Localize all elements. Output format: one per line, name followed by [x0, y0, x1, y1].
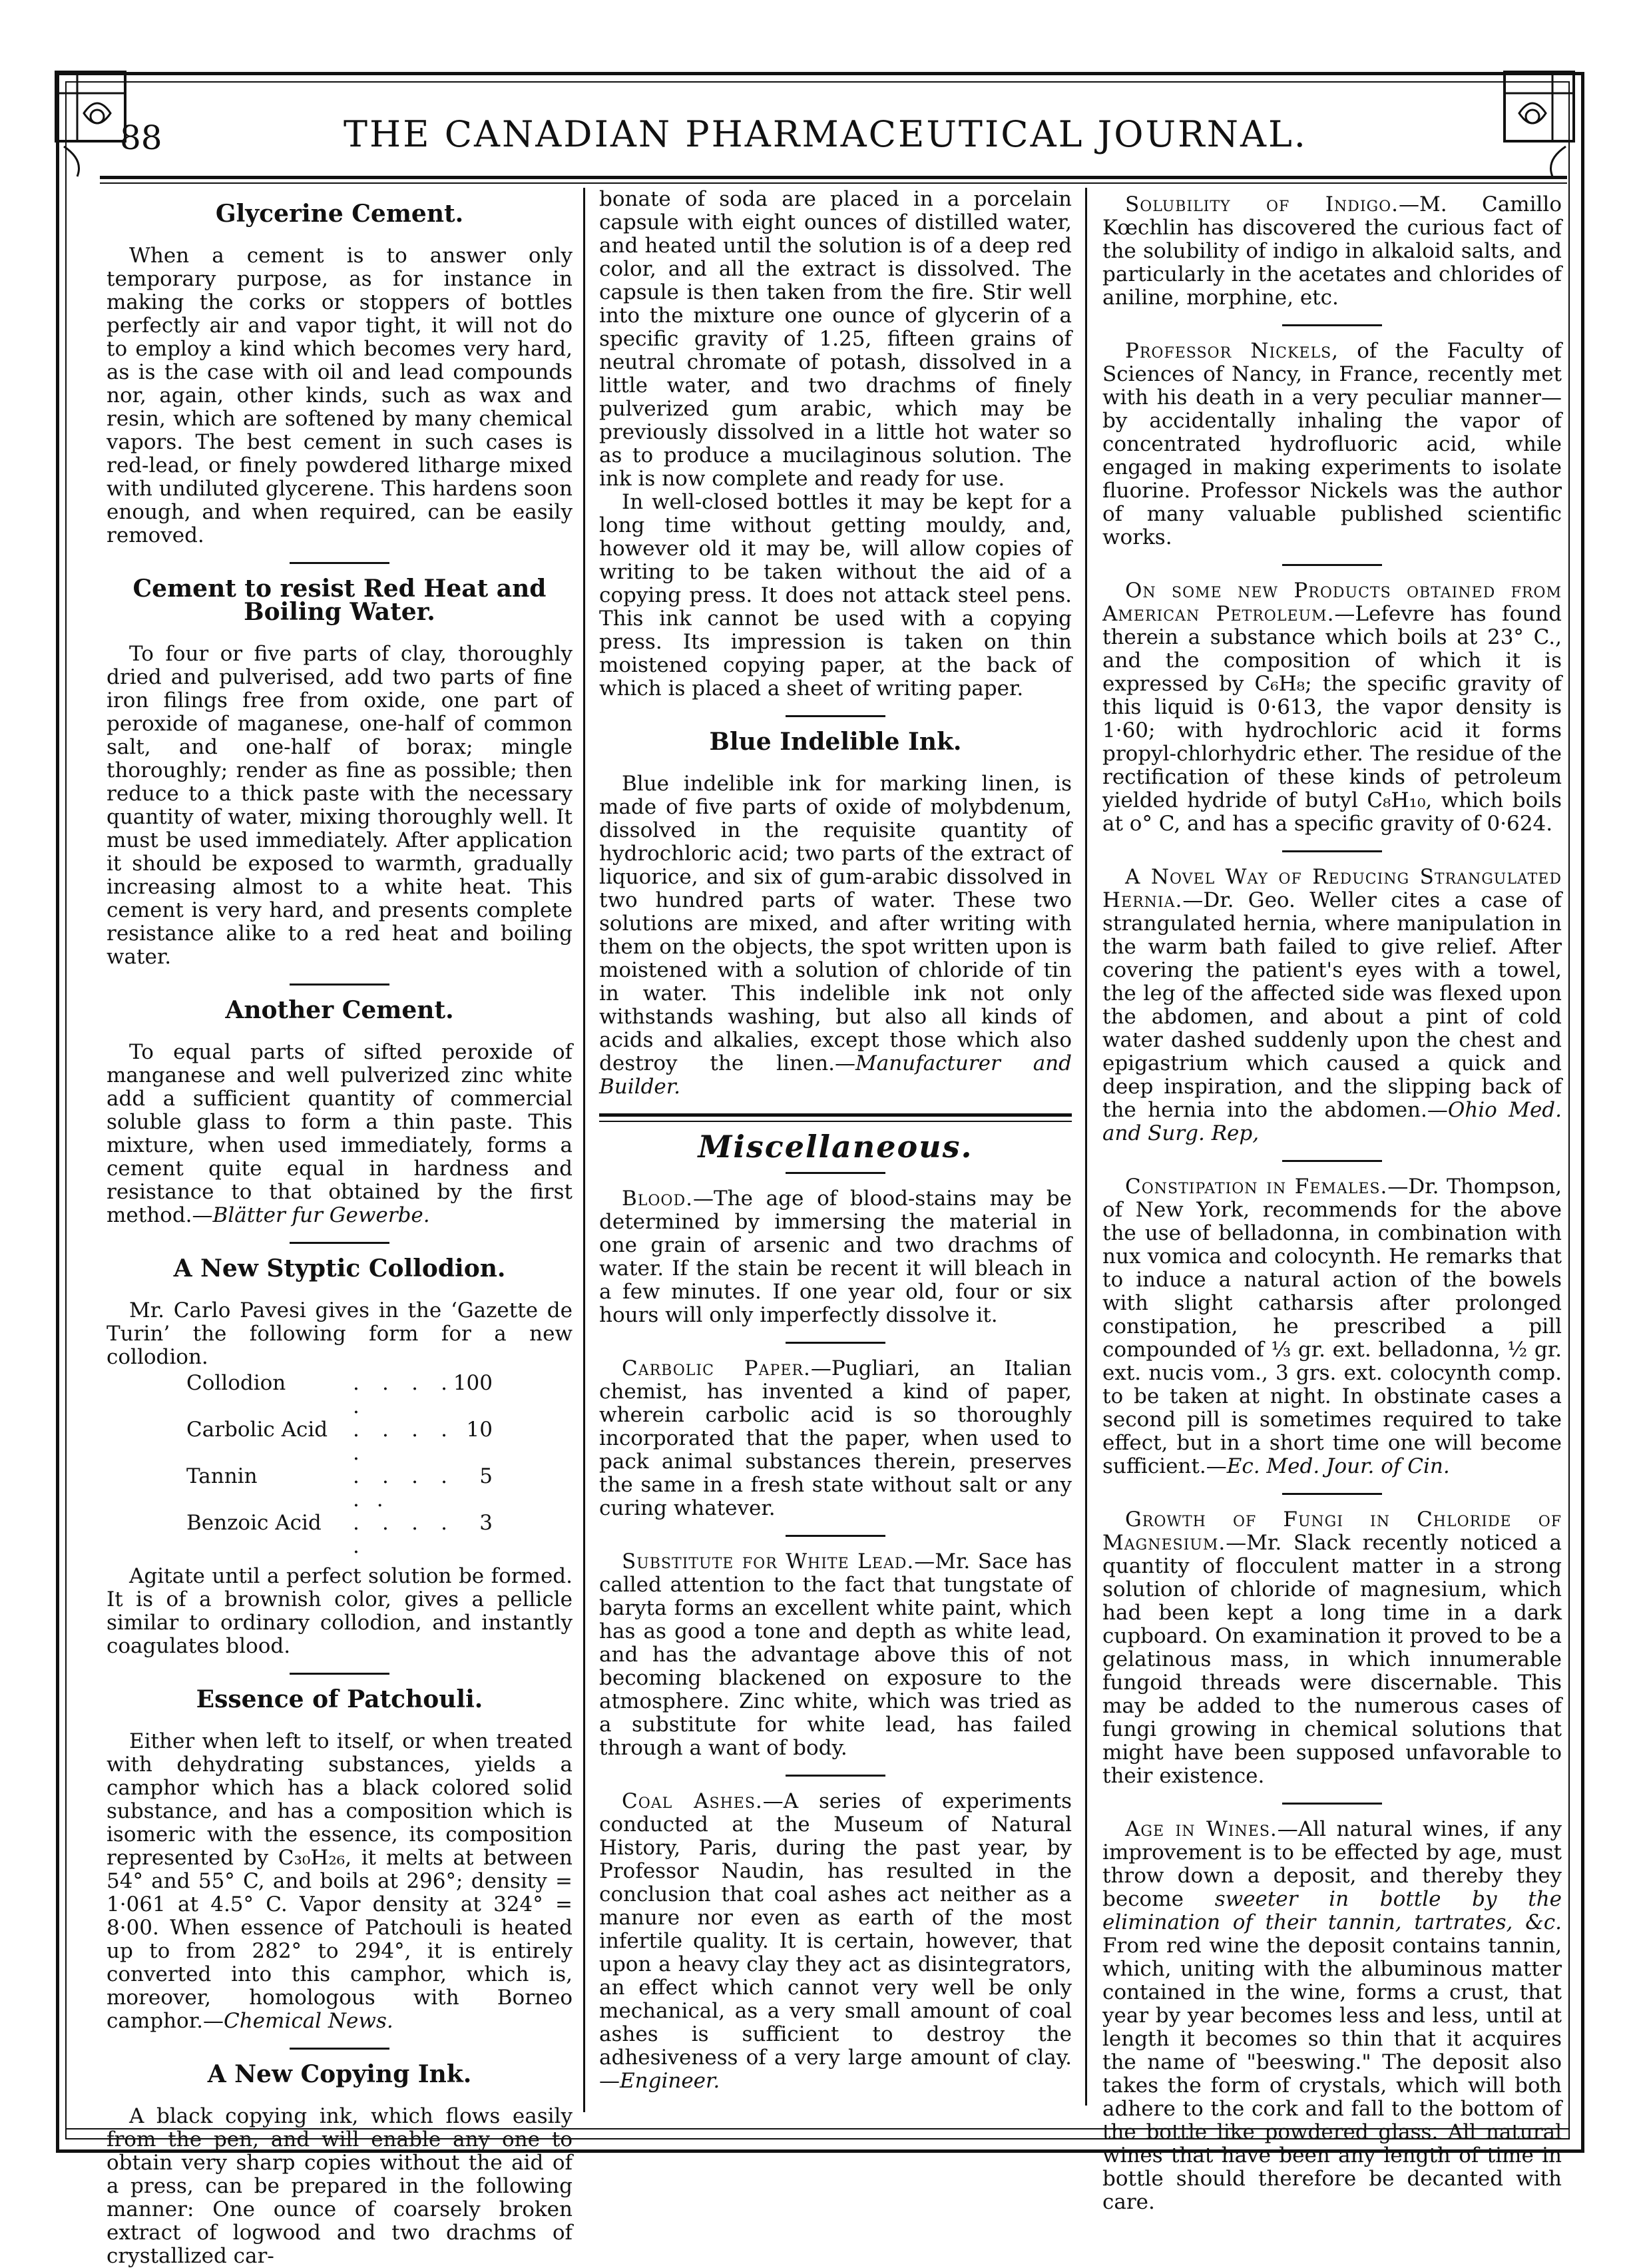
article-body: Solubility of Indigo.—M. Camillo Kœchlin has discovered the curious fact of the solubility of indigo in alkaloid salts, and particularly in the acetates and chlorides of aniline, morphine, etc. [1102, 192, 1562, 310]
article-lead: Carbolic Paper. [622, 1356, 811, 1380]
page-number: 88 [120, 119, 162, 157]
article-lead: Age in Wines. [1125, 1817, 1278, 1841]
article-lead: Professor Nickels, [1125, 339, 1339, 363]
article-body: Blood.—The age of blood-stains may be determined by immersing the material in one grain of arsenic and two drachms of water. If the stain be recent it will bleach in a few minutes. If one year old, four or six hours will only imperfectly dissolve it. [599, 1187, 1072, 1327]
corner-ornament-right-icon [1499, 67, 1592, 180]
article-body: Professor Nickels, of the Faculty of Sciences of Nancy, in France, recently met with his death in a very peculiar manner—by accidentally inhaling the vapor of concentrated hydrofluoric acid, while engaged in making experiments to isolate fluorine. Professor Nickels was the author of many valuable published scientific works. [1102, 339, 1562, 549]
article-lead: Growth of Fungi in Chloride of Magnesium. [1102, 1508, 1562, 1555]
corner-ornament-left-icon [37, 67, 130, 180]
article-lead: A Novel Way of Reducing Strangulated Hernia. [1102, 865, 1562, 912]
separator [1282, 324, 1382, 326]
source-citation: Blätter fur Gewerbe. [212, 1203, 430, 1227]
separator [1282, 564, 1382, 566]
article-lead: Blood. [622, 1187, 693, 1211]
column-left [107, 193, 573, 2268]
article-body: Substitute for White Lead.—Mr. Sace has called attention to the fact that tungstate of baryta forms an excellent white paint, which has as good a tone and depth as white lead, and has the advantage above this of not becoming blackened on exposure to the atmosphere. Zinc white, which was tried as a substitute for white lead, has failed through a want of body. [599, 1550, 1072, 1760]
separator [1282, 1160, 1382, 1162]
article-body: To four or five parts of clay, thoroughly dried and pulverised, add two parts of fine iron filings free from oxide, one part of peroxide of maganese, one-half of common salt, and one-half of borax; mingle thoroughly; render as fine as possible; then reduce to a thick paste with the necessary quantity of water, mixing thoroughly well. It must be used immediately. After application it should be exposed to warmth, gradually increasing almost to a white heat. This cement is very hard, and presents complete resistance alike to a red heat and boiling water. [107, 642, 573, 969]
article-body: A Novel Way of Reducing Strangulated Hernia.—Dr. Geo. Weller cites a case of strangulated hernia, where manipulation in the warm bath failed to give relief. After covering the patient's eyes with a towel, the leg of the affected side was flexed upon the abdomen, and about a pint of cold water dashed suddenly upon the chest and epigastrium which caused a quick and deep inspiration, and the slipping back of the hernia into the abdomen.—Ohio Med. and Surg. Rep, [1102, 865, 1562, 1145]
article-body: Carbolic Paper.—Pugliari, an Italian chemist, has invented a kind of paper, wherein carbolic acid is so thoroughly incorporated that the paper, when used to pack animal substances therein, preserves the same in a fresh state without salt or any curing whatever. [599, 1356, 1072, 1520]
article-body: Blue indelible ink for marking linen, is made of five parts of oxide of molybdenum, dissolved in the requisite quantity of hydrochloric acid; two parts of the extract of liquorice, and six of gum-arabic dissolved in two hundred parts of water. These two solutions are mixed, and after writing with them on the objects, the spot written upon is moistened with a solution of chloride of tin in water. This indelible ink not only withstands washing, but also all kinds of acids and alkalies, except those which also destroy the linen.—Manufacturer and Builder. [599, 772, 1072, 1099]
separator [786, 1775, 885, 1777]
separator [1282, 850, 1382, 852]
article-body: To equal parts of sifted peroxide of manganese and well pulverized zinc white add a sufficient quantity of commercial soluble glass to form a thin paste. This mixture, when used immediately, forms a cement quite equal in hardness and resistance to that obtained by the first method.—Blätter fur Gewerbe. [107, 1040, 573, 1227]
article-body: Mr. Carlo Pavesi gives in the ‘Gazette de Turin’ the following form for a new collodion. [107, 1298, 573, 1369]
section-title: Miscellaneous. [698, 1129, 973, 1165]
article-lead: Solubility of Indigo. [1125, 192, 1399, 216]
separator [290, 984, 389, 986]
formula-row: Collodion . . . . . 100 [186, 1371, 493, 1418]
formula-row: Tannin . . . . . . 5 [186, 1464, 493, 1512]
source-citation: Chemical News. [223, 2009, 393, 2033]
section-rule [599, 1113, 1072, 1117]
column-right [1102, 193, 1562, 2214]
separator [786, 1172, 885, 1174]
separator [290, 562, 389, 564]
source-citation: Ohio Med. and Surg. Rep, [1102, 1098, 1562, 1145]
separator [290, 1242, 389, 1244]
article-body: On some new Products obtained from American Petroleum.—Lefevre has found therein a substance which boils at 23° C., and the composition of which it is expressed by C₆H₈; the specific gravity of this liquid is 0·613, the vapor density is 1·60; with hydrochloric acid it forms propyl-chlorhydric ether. The residue of the rectification of these kinds of petroleum yielded hydride of butyl C₈H₁₀, which boils at o° C, and has a specific gravity of 0·624. [1102, 579, 1562, 836]
article-body: When a cement is to answer only temporary purpose, as for instance in making the corks or stoppers of bottles perfectly air and vapor tight, it will not do to employ a kind which becomes very hard, as is the case with oil and lead compounds nor, again, other kinds, such as wax and resin, which are softened by many chemical vapors. The best cement in such cases is red-lead, or finely powdered litharge mixed with undiluted glycerene. This hardens soon enough, and when required, can be easily removed. [107, 244, 573, 547]
article-body: Age in Wines.—All natural wines, if any improvement is to be effected by age, must throw down a deposit, and thereby they become sweeter in bottle by the elimination of their tannin, tartrates, &c. From red wine the deposit contains tannin, which, uniting with the albuminous matter contained in the wine, forms a crust, that year by year becomes less and less, until at length it becomes so thin that it acquires the name of "beeswing." The deposit also takes the form of crystals, which will both adhere to the cork and fall to the bottom of the bottle like powdered glass. All natural wines that have been any length of time in bottle should therefore be decanted with care. [1102, 1817, 1562, 2214]
article-title: A New Copying Ink. [207, 2060, 472, 2088]
article-body: Agitate until a perfect solution be formed. It is of a brownish color, gives a pellicle similar to ordinary collodion, and instantly coagulates blood. [107, 1564, 573, 1658]
header-rule [100, 176, 1567, 179]
article-title: Glycerine Cement. [215, 200, 464, 228]
separator [786, 1535, 885, 1537]
article-body: Coal Ashes.—A series of experiments conducted at the Museum of Natural History, Paris, during the past year, by Professor Naudin, has resulted in the conclusion that coal ashes act neither as a manure nor even as earth of the most infertile quality. It is certain, however, that upon a heavy clay they act as disintegrators, an effect which cannot very well be only mechanical, as a very small amount of coal ashes is sufficient to destroy the adhesiveness of a very large amount of clay.—Engineer. [599, 1789, 1072, 2093]
article-body: A black copying ink, which flows easily from the pen, and will enable any one to obtain very sharp copies without the aid of a press, can be prepared in the following manner: One ounce of coarsely broken extract of logwood and two drachms of crystallized car- [107, 2104, 573, 2268]
source-citation: Ec. Med. Jour. of Cin. [1226, 1454, 1450, 1478]
formula-table [186, 1372, 573, 1558]
article-lead: Coal Ashes. [622, 1789, 763, 1813]
article-lead: On some new Products obtained from American Petroleum. [1102, 579, 1562, 626]
separator [1282, 1493, 1382, 1495]
column-middle [599, 188, 1072, 2093]
column-divider [583, 188, 585, 2112]
article-title: Essence of Patchouli. [196, 1685, 483, 1713]
article-body: In well-closed bottles it may be kept for a long time without getting mouldy, and, however old it may be, will allow copies of writing to be taken without the aid of a copying press. It does not attack steel pens. This ink cannot be used with a copying press. Its impression is taken on thin moistened copying paper, at the back of which is placed a sheet of writing paper. [599, 490, 1072, 701]
source-citation: Engineer. [620, 2069, 720, 2093]
separator [786, 1342, 885, 1344]
article-title: A New Styptic Collodion. [173, 1255, 506, 1282]
journal-title: THE CANADIAN PHARMACEUTICAL JOURNAL. [344, 113, 1307, 155]
article-lead: Substitute for White Lead. [622, 1550, 915, 1573]
separator [290, 2048, 389, 2050]
header-rule-thin [100, 182, 1567, 184]
article-title: Blue Indelible Ink. [709, 728, 962, 756]
article-body: Either when left to itself, or when treated with dehydrating substances, yields a camphor which has a black colored solid substance, and has a composition which is isomeric with the essence, its composition represented by C₃₀H₂₆, it melts at between 54° and 55° C, and boils at 296°; density = 1·061 at 4.5° C. Vapor density at 324° = 8·00. When essence of Patchouli is heated up to from 282° to 294°, it is entirely converted into this camphor, which is, moreover, homologous with Borneo camphor.—Chemical News. [107, 1729, 573, 2033]
section-rule-thin [599, 1121, 1072, 1122]
article-body: Constipation in Females.—Dr. Thompson, of New York, recommends for the above the use of belladonna, in combination with nux vomica and colocynth. He remarks that to induce a natural action of the bowels with slight catharsis after prolonged constipation, he prescribed a pill compounded of ⅓ gr. ext. belladonna, ½ gr. ext. nucis vom., 3 grs. ext. colocynth comp. to be taken at night. In obstinate cases a second pill is sometimes required to take effect, but in a short time one will become sufficient.—Ec. Med. Jour. of Cin. [1102, 1175, 1562, 1478]
article-title: Another Cement. [225, 996, 454, 1024]
article-title: Cement to resist Red Heat and Boiling Water. [132, 575, 547, 626]
article-lead: Constipation in Females. [1125, 1175, 1388, 1199]
article-body: bonate of soda are placed in a porcelain capsule with eight ounces of distilled water, and heated until the solution is of a deep red color, and all the extract is dissolved. The capsule is then taken from the fire. Stir well into the mixture one ounce of glycerin of a specific gravity of 1.25, fifteen grains of neutral chromate of potash, dissolved in a little water, and two drachms of finely pulverized gum arabic, which may be previously dissolved in a little hot water so as to produce a mucilaginous solution. The ink is now complete and ready for use. [599, 187, 1072, 491]
source-citation: Manufacturer and Builder. [599, 1051, 1072, 1099]
separator [1282, 1803, 1382, 1805]
separator [290, 1673, 389, 1675]
article-body: Growth of Fungi in Chloride of Magnesium.—Mr. Slack recently noticed a quantity of flocculent matter in a strong solution of chloride of magnesium, which had been kept a long time in a dark cupboard. On examination it proved to be a gelatinous mass, in which innumerable fungoid threads were discernable. This may be added to the numerous cases of fungi growing in chemical solutions that might have been supposed unfavorable to their existence. [1102, 1508, 1562, 1788]
column-divider [1085, 188, 1087, 2106]
footer-rule [65, 2128, 1570, 2129]
formula-row: Benzoic Acid . . . . . 3 [186, 1511, 493, 1558]
formula-row: Carbolic Acid . . . . . 10 [186, 1418, 493, 1465]
separator [786, 715, 885, 717]
